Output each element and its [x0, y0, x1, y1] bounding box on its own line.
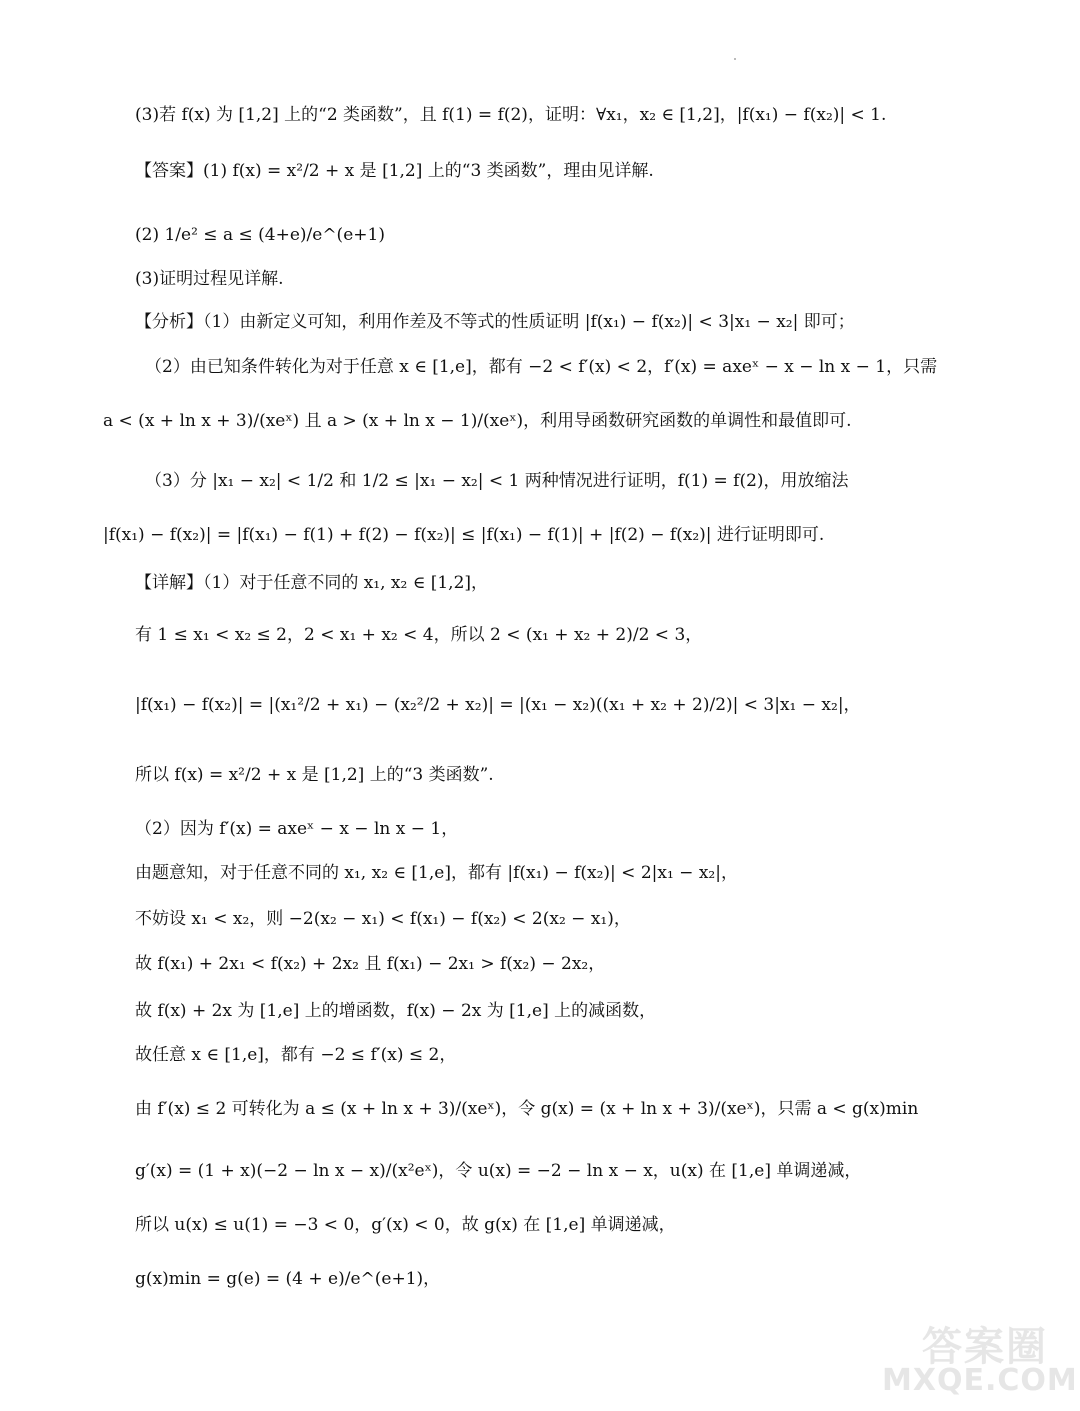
text-line-detail-3: |f(x₁) − f(x₂)| = |(x₁²/2 + x₁) − (x₂²/2 + x₂)| = |(x₁ − x₂)((x₁ + x₂ + 2)/2)| < 3|x₁ − x₂|，: [135, 695, 861, 715]
text-line-q3: (3)若 f(x) 为 [1,2] 上的“2 类函数”，且 f(1) = f(2)，证明：∀x₁，x₂ ∈ [1,2]，|f(x₁) − f(x₂)| < 1.: [135, 105, 887, 125]
text-line-analysis-2: （2）由已知条件转化为对于任意 x ∈ [1,e]，都有 −2 < f′(x) < 2，f′(x) = axeˣ − x − ln x − 1，只需: [145, 357, 938, 377]
watermark-top-text: 答案圈: [922, 1324, 1048, 1370]
watermark-logo: [882, 1315, 1078, 1405]
text-line-answer-2: (2) 1/e² ≤ a ≤ (4+e)/e^(e+1): [135, 225, 385, 245]
text-line-analysis-5: |f(x₁) − f(x₂)| = |f(x₁) − f(1) + f(2) − f(x₂)| ≤ |f(x₁) − f(1)| + |f(2) − f(x₂)| 进行证明即可.: [103, 525, 825, 545]
text-line-detail-12: g′(x) = (1 + x)(−2 − ln x − x)/(x²eˣ)，令 u(x) = −2 − ln x − x，u(x) 在 [1,e] 单调递减，: [135, 1161, 862, 1181]
text-line-analysis-3: a < (x + ln x + 3)/(xeˣ) 且 a > (x + ln x − 1)/(xeˣ)，利用导函数研究函数的单调性和最值即可.: [103, 411, 852, 431]
text-line-answer-1: 【答案】(1) f(x) = x²/2 + x 是 [1,2] 上的“3 类函数”，理由见详解.: [135, 161, 654, 181]
text-line-answer-3: (3)证明过程见详解.: [135, 269, 284, 289]
text-line-detail-8: 故 f(x₁) + 2x₁ < f(x₂) + 2x₂ 且 f(x₁) − 2x₁ > f(x₂) − 2x₂，: [135, 954, 606, 974]
text-line-detail-10: 故任意 x ∈ [1,e]，都有 −2 ≤ f′(x) ≤ 2，: [135, 1045, 457, 1065]
text-line-detail-2: 有 1 ≤ x₁ < x₂ ≤ 2，2 < x₁ + x₂ < 4，所以 2 < (x₁ + x₂ + 2)/2 < 3，: [135, 625, 703, 645]
text-line-detail-7: 不妨设 x₁ < x₂，则 −2(x₂ − x₁) < f(x₁) − f(x₂) < 2(x₂ − x₁)，: [135, 909, 631, 929]
watermark-bottom-text: MXQE.COM: [882, 1363, 1078, 1398]
text-line-detail-6: 由题意知，对于任意不同的 x₁, x₂ ∈ [1,e]，都有 |f(x₁) − f(x₂)| < 2|x₁ − x₂|，: [135, 863, 738, 883]
text-line-detail-4: 所以 f(x) = x²/2 + x 是 [1,2] 上的“3 类函数”.: [135, 765, 494, 785]
text-line-detail-11: 由 f′(x) ≤ 2 可转化为 a ≤ (x + ln x + 3)/(xeˣ)，令 g(x) = (x + ln x + 3)/(xeˣ)，只需 a < g(x)min: [135, 1099, 919, 1119]
text-line-analysis-1: 【分析】（1）由新定义可知，利用作差及不等式的性质证明 |f(x₁) − f(x₂)| < 3|x₁ − x₂| 即可；: [135, 312, 855, 332]
text-line-detail-5: （2）因为 f′(x) = axeˣ − x − ln x − 1，: [135, 819, 459, 839]
text-line-detail-9: 故 f(x) + 2x 为 [1,e] 上的增函数，f(x) − 2x 为 [1,e] 上的减函数，: [135, 1001, 657, 1021]
text-line-detail-14: g(x)min = g(e) = (4 + e)/e^(e+1)，: [135, 1269, 441, 1289]
speck: [734, 58, 736, 60]
text-line-analysis-4: （3）分 |x₁ − x₂| < 1/2 和 1/2 ≤ |x₁ − x₂| < 1 两种情况进行证明，f(1) = f(2)，用放缩法: [145, 471, 849, 491]
text-line-detail-1: 【详解】（1）对于任意不同的 x₁, x₂ ∈ [1,2]，: [135, 573, 489, 593]
text-line-detail-13: 所以 u(x) ≤ u(1) = −3 < 0，g′(x) < 0，故 g(x) 在 [1,e] 单调递减，: [135, 1215, 676, 1235]
